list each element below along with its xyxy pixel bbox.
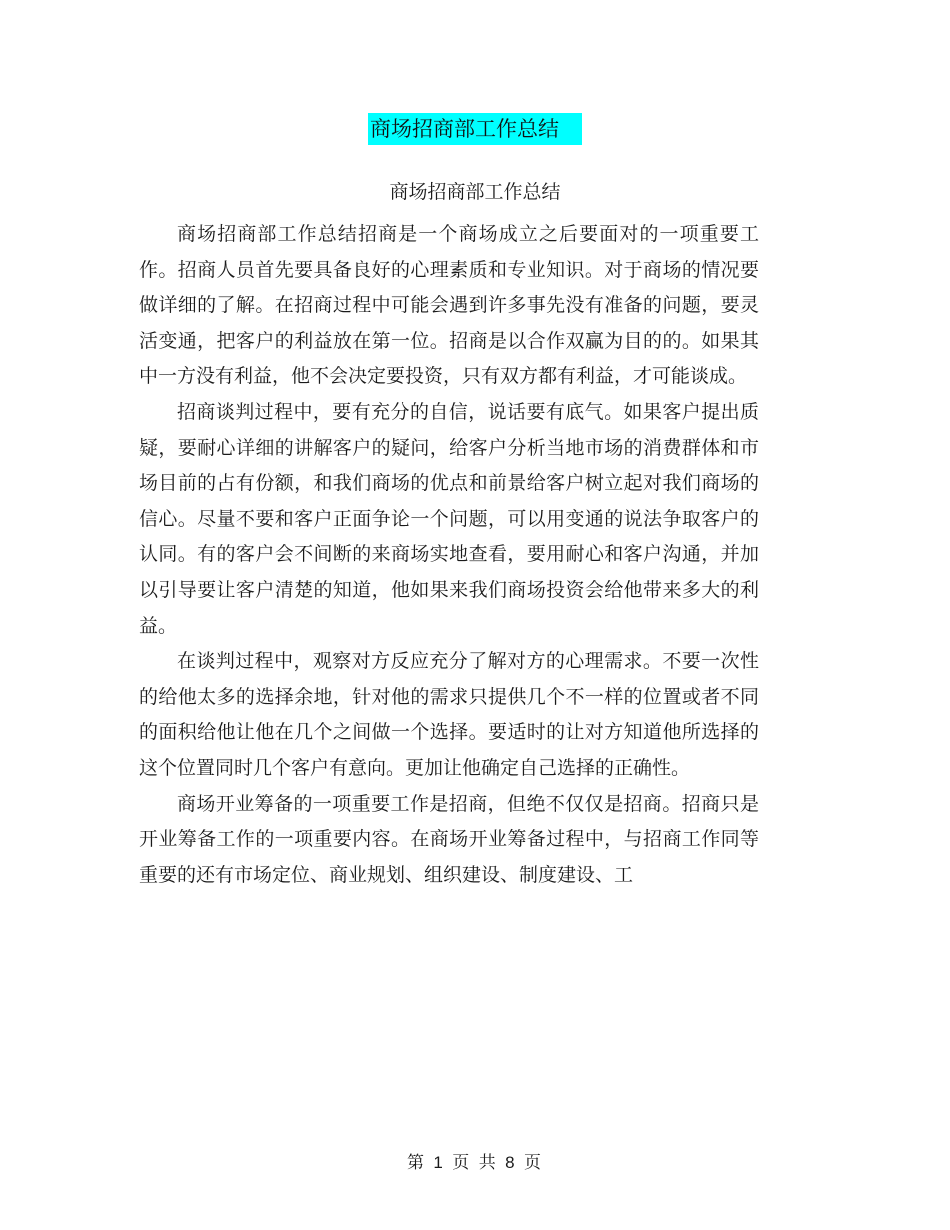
document-title: 商场招商部工作总结	[368, 113, 582, 145]
footer-total-pages: 8	[505, 1153, 517, 1172]
footer-prefix: 第	[407, 1153, 427, 1173]
page-footer	[0, 1150, 950, 1176]
footer-page-number: 1	[433, 1153, 445, 1172]
paragraph: 招商谈判过程中，要有充分的自信，说话要有底气。如果客户提出质疑，要耐心详细的讲解客户的疑问，给客户分析当地市场的消费群体和市场目前的占有份额，和我们商场的优点和前景给客户树立起对我们商场的信心。尽量不要和客户正面争论一个问题，可以用变通的说法争取客户的认同。有的客户会不间断的来商场实地查看，要用耐心和客户沟通，并加以引导要让客户清楚的知道，他如果来我们商场投资会给他带来多大的利益。	[139, 400, 759, 637]
footer-middle: 页 共	[452, 1153, 498, 1173]
title-container	[0, 113, 950, 145]
paragraph: 在谈判过程中，观察对方反应充分了解对方的心理需求。不要一次性的给他太多的选择余地，针对他的需求只提供几个不一样的位置或者不同的面积给他让他在几个之间做一个选择。要适时的让对方知道他所选择的这个位置同时几个客户有意向。更加让他确定自己选择的正确性。	[139, 650, 759, 779]
footer-suffix: 页	[523, 1153, 543, 1173]
document-body	[139, 217, 759, 893]
paragraph: 商场开业筹备的一项重要工作是招商，但绝不仅仅是招商。招商只是开业筹备工作的一项重要内容。在商场开业筹备过程中，与招商工作同等重要的还有市场定位、商业规划、组织建设、制度建设、工	[139, 792, 759, 886]
document-subtitle: 商场招商部工作总结	[389, 181, 561, 203]
paragraph: 商场招商部工作总结招商是一个商场成立之后要面对的一项重要工作。招商人员首先要具备良好的心理素质和专业知识。对于商场的情况要做详细的了解。在招商过程中可能会遇到许多事先没有准备的问题，要灵活变通，把客户的利益放在第一位。招商是以合作双赢为目的的。如果其中一方没有利益，他不会决定要投资，只有双方都有利益，才可能谈成。	[139, 223, 759, 388]
